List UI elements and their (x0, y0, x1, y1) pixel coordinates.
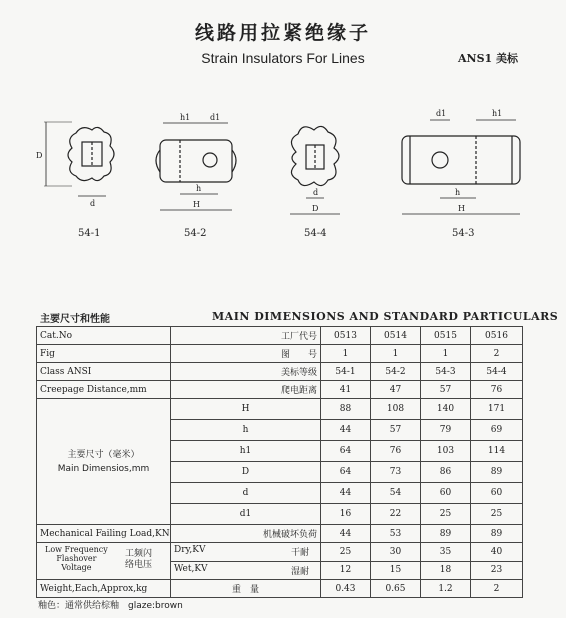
table-cell: 57 (371, 420, 421, 441)
table-cell: 171 (471, 399, 523, 420)
flashover-label-en-line: Flashover (56, 554, 97, 563)
figure-54-1-drawing (44, 122, 114, 196)
dry-label: Dry,KV (174, 545, 206, 556)
row-label-cn: 美标等级 (171, 363, 321, 381)
table-cell: 22 (371, 504, 421, 525)
figure-54-3-drawing (402, 120, 520, 214)
flashover-label-en-line: Voltage (61, 563, 92, 572)
dry-label-cn: 干耐 (290, 548, 309, 559)
table-cell: 41 (321, 381, 371, 399)
row-label-cn: 重 量 (171, 580, 321, 598)
row-label: Creepage Distance,mm (37, 381, 171, 399)
table-cell: 60 (421, 483, 471, 504)
dim-label: h (455, 188, 461, 197)
table-cell: 54-2 (371, 363, 421, 381)
table-cell: 54-1 (321, 363, 371, 381)
table-cell: 44 (321, 483, 371, 504)
table-cell: 0516 (471, 327, 523, 345)
table-cell: 54-4 (471, 363, 523, 381)
table-row-creepage (37, 381, 523, 399)
main-dimensions-label-cn: 主要尺寸（毫米） (67, 449, 140, 460)
dry-label-cell (171, 543, 321, 562)
row-label: Mechanical Failing Load,KN (37, 525, 171, 543)
table-row-dry (37, 543, 523, 562)
table-row-catno (37, 327, 523, 345)
table-cell: 44 (321, 420, 371, 441)
flashover-label-cn-line: 工频闪 (125, 549, 153, 559)
dim-label: D (312, 204, 319, 213)
dim-label: d (90, 199, 96, 208)
page-title-en: Strain Insulators For Lines (201, 50, 365, 66)
table-cell: 25 (321, 543, 371, 562)
insulator-drawings (0, 0, 566, 245)
page-title-cn: 线路用拉紧绝缘子 (194, 22, 371, 44)
dimension-symbol: h (171, 420, 321, 441)
table-row-fig (37, 345, 523, 363)
table-cell: 18 (421, 561, 471, 580)
table-cell: 1.2 (421, 580, 471, 598)
dim-label: d1 (210, 113, 221, 122)
table-cell: 54-3 (421, 363, 471, 381)
table-cell: 57 (421, 381, 471, 399)
table-cell: 114 (471, 441, 523, 462)
figure-54-4-drawing (290, 126, 340, 214)
table-cell: 89 (471, 525, 523, 543)
main-dimensions-label-en: Main Dimensios,mm (57, 463, 150, 474)
dim-label: D (36, 151, 43, 160)
flashover-label-cn-line: 络电压 (125, 560, 153, 570)
table-cell: 0.43 (321, 580, 371, 598)
row-label: Weight,Each,Approx,kg (37, 580, 171, 598)
table-cell: 79 (421, 420, 471, 441)
table-cell: 64 (321, 441, 371, 462)
dim-label: h1 (492, 109, 503, 118)
dim-label: d (313, 188, 319, 197)
table-cell: 76 (471, 381, 523, 399)
table-cell: 1 (371, 345, 421, 363)
table-cell: 40 (471, 543, 523, 562)
table-cell: 25 (471, 504, 523, 525)
figure-label-54-3: 54-3 (452, 228, 475, 239)
table-cell: 54 (371, 483, 421, 504)
row-label: Class ANSI (37, 363, 171, 381)
dim-label: d1 (436, 109, 447, 118)
dimension-symbol: H (171, 399, 321, 420)
dim-label: h1 (180, 113, 191, 122)
table-cell: 140 (421, 399, 471, 420)
wet-label-cell (171, 561, 321, 580)
table-cell: 25 (421, 504, 471, 525)
table-row-class (37, 363, 523, 381)
table-cell: 2 (471, 580, 523, 598)
dimension-symbol: d1 (171, 504, 321, 525)
table-cell: 30 (371, 543, 421, 562)
standard-label: ANS1 美标 (458, 52, 519, 65)
flashover-label-cn (125, 549, 152, 571)
dimension-symbol: D (171, 462, 321, 483)
table-cell: 86 (421, 462, 471, 483)
table-cell: 64 (321, 462, 371, 483)
row-label-cn: 工厂代号 (171, 327, 321, 345)
table-cell: 23 (471, 561, 523, 580)
dim-label: h (196, 184, 202, 193)
table-cell: 108 (371, 399, 421, 420)
table-cell: 15 (371, 561, 421, 580)
wet-label-cn: 湿耐 (290, 566, 309, 577)
table-cell: 0.65 (371, 580, 421, 598)
table-cell: 0513 (321, 327, 371, 345)
flashover-label-en-line: Low Frequency (45, 545, 108, 554)
dimension-symbol: h1 (171, 441, 321, 462)
figure-label-54-4: 54-4 (304, 228, 327, 239)
dim-label: H (193, 200, 200, 209)
table-cell: 2 (471, 345, 523, 363)
section-title-cn: 主要尺寸和性能 (40, 314, 110, 325)
table-cell: 88 (321, 399, 371, 420)
table-cell: 1 (421, 345, 471, 363)
table-row-dim-H (37, 399, 523, 420)
table-cell: 1 (321, 345, 371, 363)
table-cell: 0515 (421, 327, 471, 345)
dimension-symbol: d (171, 483, 321, 504)
row-label-cn: 机械破坏负荷 (171, 525, 321, 543)
table-cell: 69 (471, 420, 523, 441)
table-cell: 44 (321, 525, 371, 543)
row-label-cn: 爬电距离 (171, 381, 321, 399)
wet-label: Wet,KV (174, 563, 208, 574)
table-row-weight (37, 580, 523, 598)
table-cell: 60 (471, 483, 523, 504)
section-title-en: MAIN DIMENSIONS AND STANDARD PARTICULARS (212, 310, 559, 323)
table-row-mech (37, 525, 523, 543)
table-cell: 0514 (371, 327, 421, 345)
row-label: Fig (37, 345, 171, 363)
row-label: Cat.No (37, 327, 171, 345)
flashover-label (37, 543, 171, 580)
table-cell: 12 (321, 561, 371, 580)
table-cell: 35 (421, 543, 471, 562)
figure-54-2-drawing (156, 123, 236, 210)
figure-label-54-1: 54-1 (78, 228, 101, 239)
table-cell: 73 (371, 462, 421, 483)
table-cell: 47 (371, 381, 421, 399)
specifications-table (36, 326, 523, 598)
figure-label-54-2: 54-2 (184, 228, 207, 239)
table-cell: 89 (471, 462, 523, 483)
table-cell: 89 (421, 525, 471, 543)
table-cell: 53 (371, 525, 421, 543)
table-cell: 76 (371, 441, 421, 462)
glaze-note: 釉色：通常供给棕釉 glaze:brown (38, 601, 183, 611)
table-cell: 16 (321, 504, 371, 525)
dim-label: H (458, 204, 465, 213)
flashover-label-en (45, 545, 108, 572)
main-dimensions-label (37, 399, 171, 525)
table-cell: 103 (421, 441, 471, 462)
row-label-cn: 图 号 (171, 345, 321, 363)
